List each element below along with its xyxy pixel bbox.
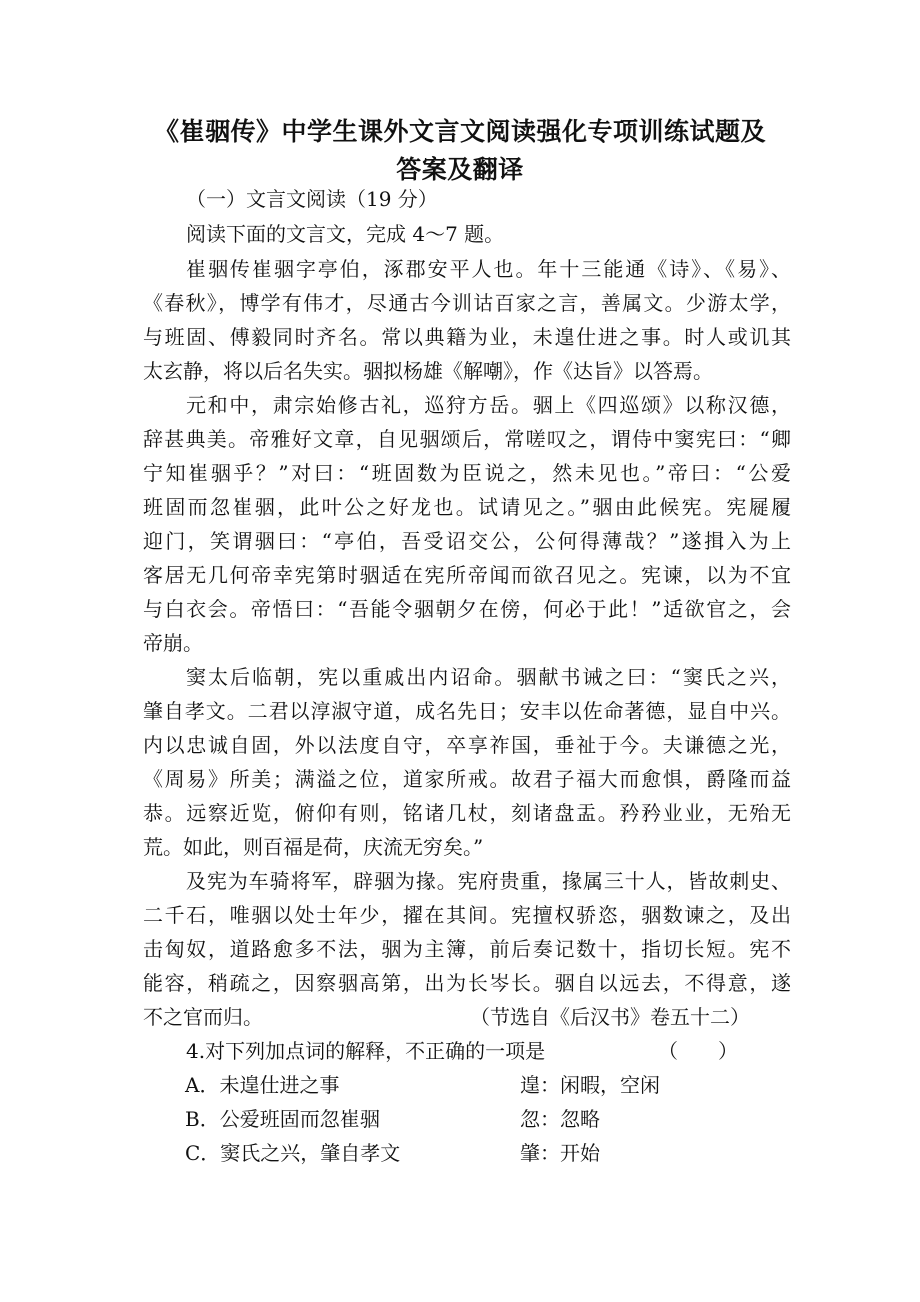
passage-line: 及宪为车骑将军，辟骃为掾。宪府贵重，掾属三十人，皆故刺史、: [186, 869, 791, 893]
question-stem: 4.对下列加点词的解释，不正确的一项是: [186, 1039, 546, 1063]
passage-line: 宁知崔骃乎？”对曰：“班固数为臣说之，然未见也。”帝曰：“公爱: [143, 461, 791, 485]
document-title-line-2: 答案及翻译: [396, 155, 524, 184]
passage-line: 客居无几何帝幸宪第时骃适在宪所帝闻而欲召见之。宪谏，以为不宜: [143, 563, 791, 587]
passage-line: 《春秋》，博学有伟才，尽通古今训诂百家之言，善属文。少游太学，: [143, 291, 791, 315]
passage-line: 太玄静，将以后名失实。骃拟杨雄《解嘲》，作《达旨》以答焉。: [143, 359, 713, 383]
passage-line: 迎门，笑谓骃曰：“亭伯，吾受诏交公，公何得薄哉？”遂揖入为上: [143, 529, 791, 553]
passage-line: 二千石，唯骃以处士年少，擢在其间。宪擅权骄恣，骃数谏之，及出: [143, 903, 791, 927]
section-heading: （一）文言文阅读（19 分）: [186, 187, 438, 211]
passage-line: 恭。远察近览，俯仰有则，铭诸几杖，刻诸盘盂。矜矜业业，无殆无: [143, 801, 791, 825]
passage-line: 窦太后临朝，宪以重戚出内诏命。骃献书诫之曰：“窦氏之兴，: [186, 665, 791, 689]
passage-line: 肇自孝文。二君以淳淑守道，成名先日；安丰以佐命著德，显自中兴。: [143, 699, 791, 723]
passage-source: （节选自《后汉书》卷五十二）: [470, 1005, 750, 1029]
option-a: A．未遑仕进之事: [185, 1073, 340, 1097]
passage-line: 不之官而归。: [143, 1005, 263, 1029]
passage-line: 元和中，肃宗始修古礼，巡狩方岳。骃上《四巡颂》以称汉德，: [186, 393, 791, 417]
passage-line: 辞甚典美。帝雅好文章，自见骃颂后，常嗟叹之，谓侍中窦宪曰：“卿: [143, 427, 791, 451]
passage-line: 帝崩。: [143, 631, 203, 655]
option-a-gloss: 遑：闲暇，空闲: [520, 1073, 660, 1097]
passage-line: 与班固、傅毅同时齐名。常以典籍为业，未遑仕进之事。时人或讥其: [143, 325, 791, 349]
document-title-line-1: 《崔骃传》中学生课外文言文阅读强化专项训练试题及: [153, 117, 766, 146]
answer-bracket: （ ）: [658, 1039, 738, 1063]
passage-line: 能容，稍疏之，因察骃高第，出为长岑长。骃自以远去，不得意，遂: [143, 971, 791, 995]
passage-line: 内以忠诚自固，外以法度自守，卒享祚国，垂祉于今。夫谦德之光，: [143, 733, 791, 757]
passage-line: 崔骃传崔骃字亭伯，涿郡安平人也。年十三能通《诗》、《易》、: [186, 257, 791, 281]
passage-line: 击匈奴，道路愈多不法，骃为主簿，前后奏记数十，指切长短。宪不: [143, 937, 791, 961]
option-b-gloss: 忽：忽略: [520, 1107, 600, 1131]
option-c-gloss: 肇：开始: [520, 1141, 600, 1165]
option-c: C．窦氏之兴，肇自孝文: [185, 1141, 401, 1165]
option-b: B．公爱班固而忽崔骃: [185, 1107, 380, 1131]
passage-line: 荒。如此，则百福是荷，庆流无穷矣。”: [143, 835, 484, 859]
passage-line: 与白衣会。帝悟曰：“吾能令骃朝夕在傍，何必于此！”适欲官之，会: [143, 597, 791, 621]
passage-line: 班固而忽崔骃，此叶公之好龙也。试请见之。”骃由此候宪。宪屣履: [143, 495, 791, 519]
instruction-text: 阅读下面的文言文，完成 4～7 题。: [186, 222, 505, 246]
passage-line: 《周易》所美；满溢之位，道家所戒。故君子福大而愈惧，爵隆而益: [143, 767, 791, 791]
